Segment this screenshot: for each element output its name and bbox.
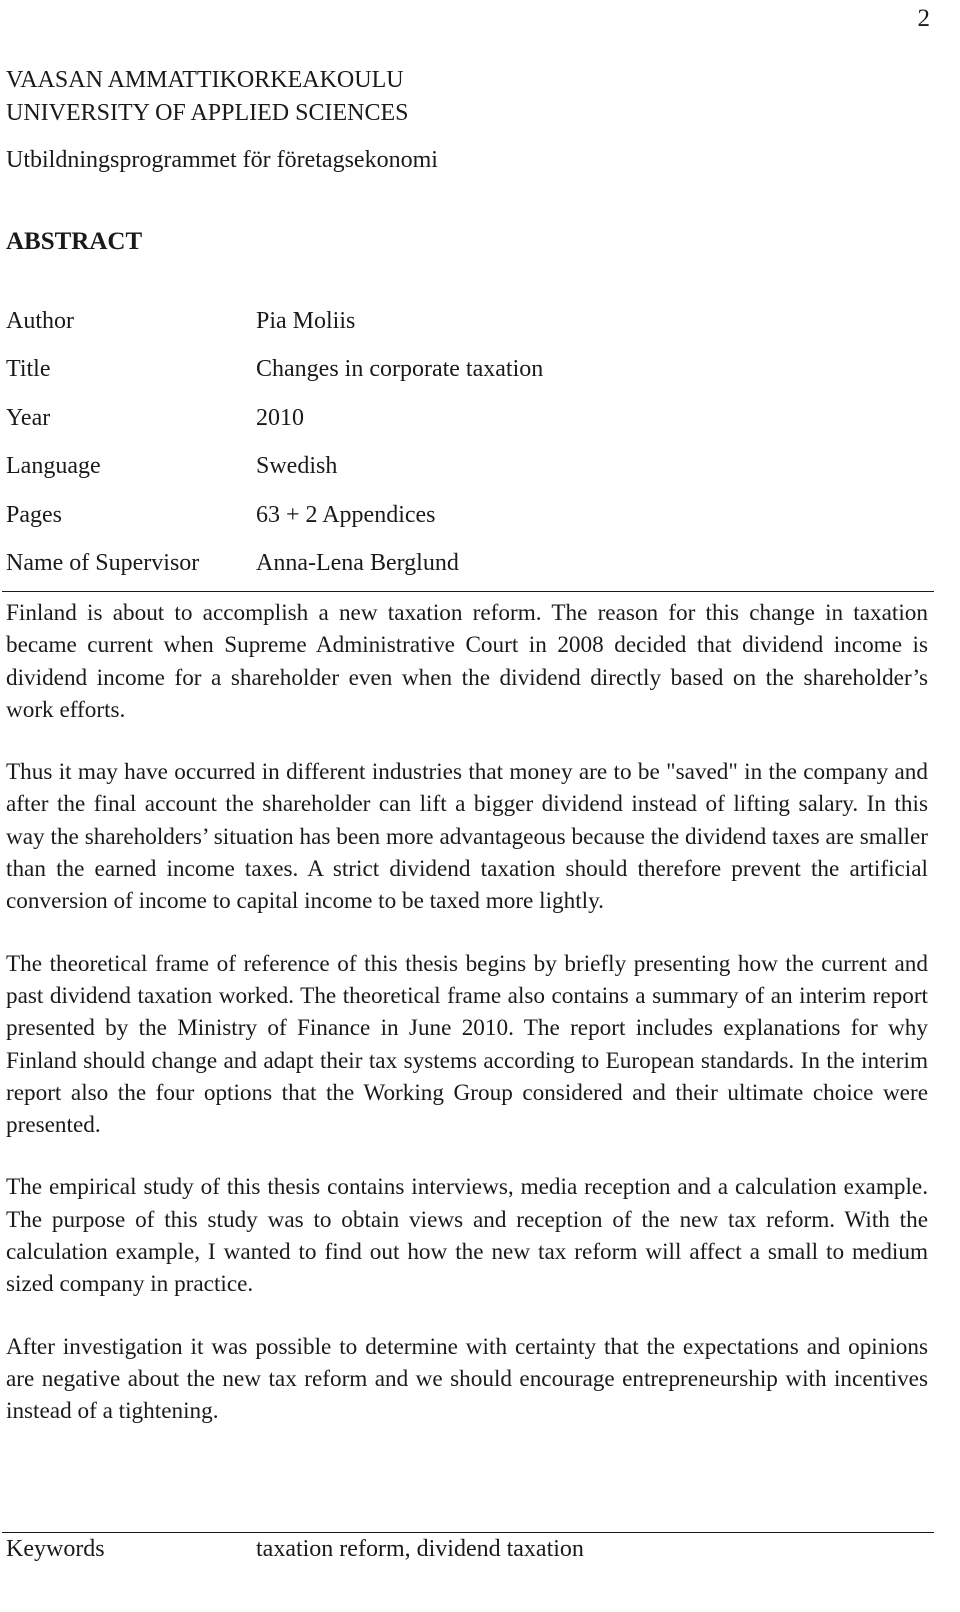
keywords-value: taxation reform, dividend taxation [256, 1536, 584, 1562]
abstract-body [6, 597, 928, 1458]
keywords-row [6, 1533, 936, 1566]
metadata-value: Swedish [256, 453, 338, 480]
abstract-heading: ABSTRACT [6, 228, 143, 255]
metadata-row-author [6, 305, 936, 353]
abstract-paragraph: Thus it may have occurred in different industries that money are to be "saved" in the company and after the final account the shareholder can lift a bigger dividend instead of lifting salary. In this way the shareholders’ situation has been more advantageous because the dividend taxes are smaller than the earned income taxes. A strict dividend taxation should therefore prevent the artificial conversion of income to capital income to be taxed more lightly. [6, 759, 928, 915]
metadata-value: Changes in corporate taxation [256, 356, 544, 383]
metadata-label: Pages [6, 501, 62, 528]
thesis-metadata-table [6, 305, 936, 595]
keywords-label: Keywords [6, 1536, 105, 1562]
degree-programme: Utbildningsprogrammet för företagsekonomi [6, 147, 438, 173]
page-number: 2 [917, 5, 930, 32]
metadata-label: Author [6, 308, 74, 334]
abstract-paragraph: After investigation it was possible to determine with certainty that the expectations and opinions are negative about the new tax reform and we should encourage entrepreneurship with incentives instead of a tightening. [6, 1333, 928, 1425]
metadata-value: Anna-Lena Berglund [256, 549, 459, 576]
metadata-row-pages [6, 499, 936, 547]
institution-line-finnish: VAASAN AMMATTIKORKEAKOULU [6, 67, 404, 93]
metadata-value: Pia Moliis [256, 308, 356, 334]
metadata-label: Year [6, 404, 51, 431]
divider-rule-top [2, 591, 934, 592]
institution-line-english: UNIVERSITY OF APPLIED SCIENCES [6, 100, 409, 126]
metadata-row-title [6, 353, 936, 401]
metadata-label: Title [6, 356, 51, 383]
metadata-row-year [6, 402, 936, 450]
abstract-paragraph: The theoretical frame of reference of this thesis begins by briefly presenting how the current and past dividend taxation worked. The theoretical frame also contains a summary of an interim report presented by the Ministry of Finance in June 2010. The report includes explanations for why Finland should change and adapt their tax systems according to European standards. In the interim report also the four options that the Working Group considered and their ultimate choice were presented. [6, 950, 928, 1139]
abstract-paragraph: The empirical study of this thesis contains interviews, media reception and a calculation example. The purpose of this study was to obtain views and reception of the new tax reform. With the calculation example, I wanted to find out how the new tax reform will affect a small to medium sized company in practice. [6, 1174, 928, 1298]
abstract-paragraph: Finland is about to accomplish a new taxation reform. The reason for this change in taxation became current when Supreme Administrative Court in 2008 decided that dividend income is dividend income for a shareholder even when the dividend directly based on the shareholder’s work efforts. [6, 600, 928, 723]
metadata-value: 2010 [256, 404, 304, 431]
metadata-row-language [6, 450, 936, 498]
metadata-label: Name of Supervisor [6, 549, 200, 576]
metadata-row-supervisor [6, 547, 936, 595]
metadata-value: 63 + 2 Appendices [256, 501, 436, 528]
institution-name [6, 64, 408, 130]
metadata-label: Language [6, 453, 101, 480]
